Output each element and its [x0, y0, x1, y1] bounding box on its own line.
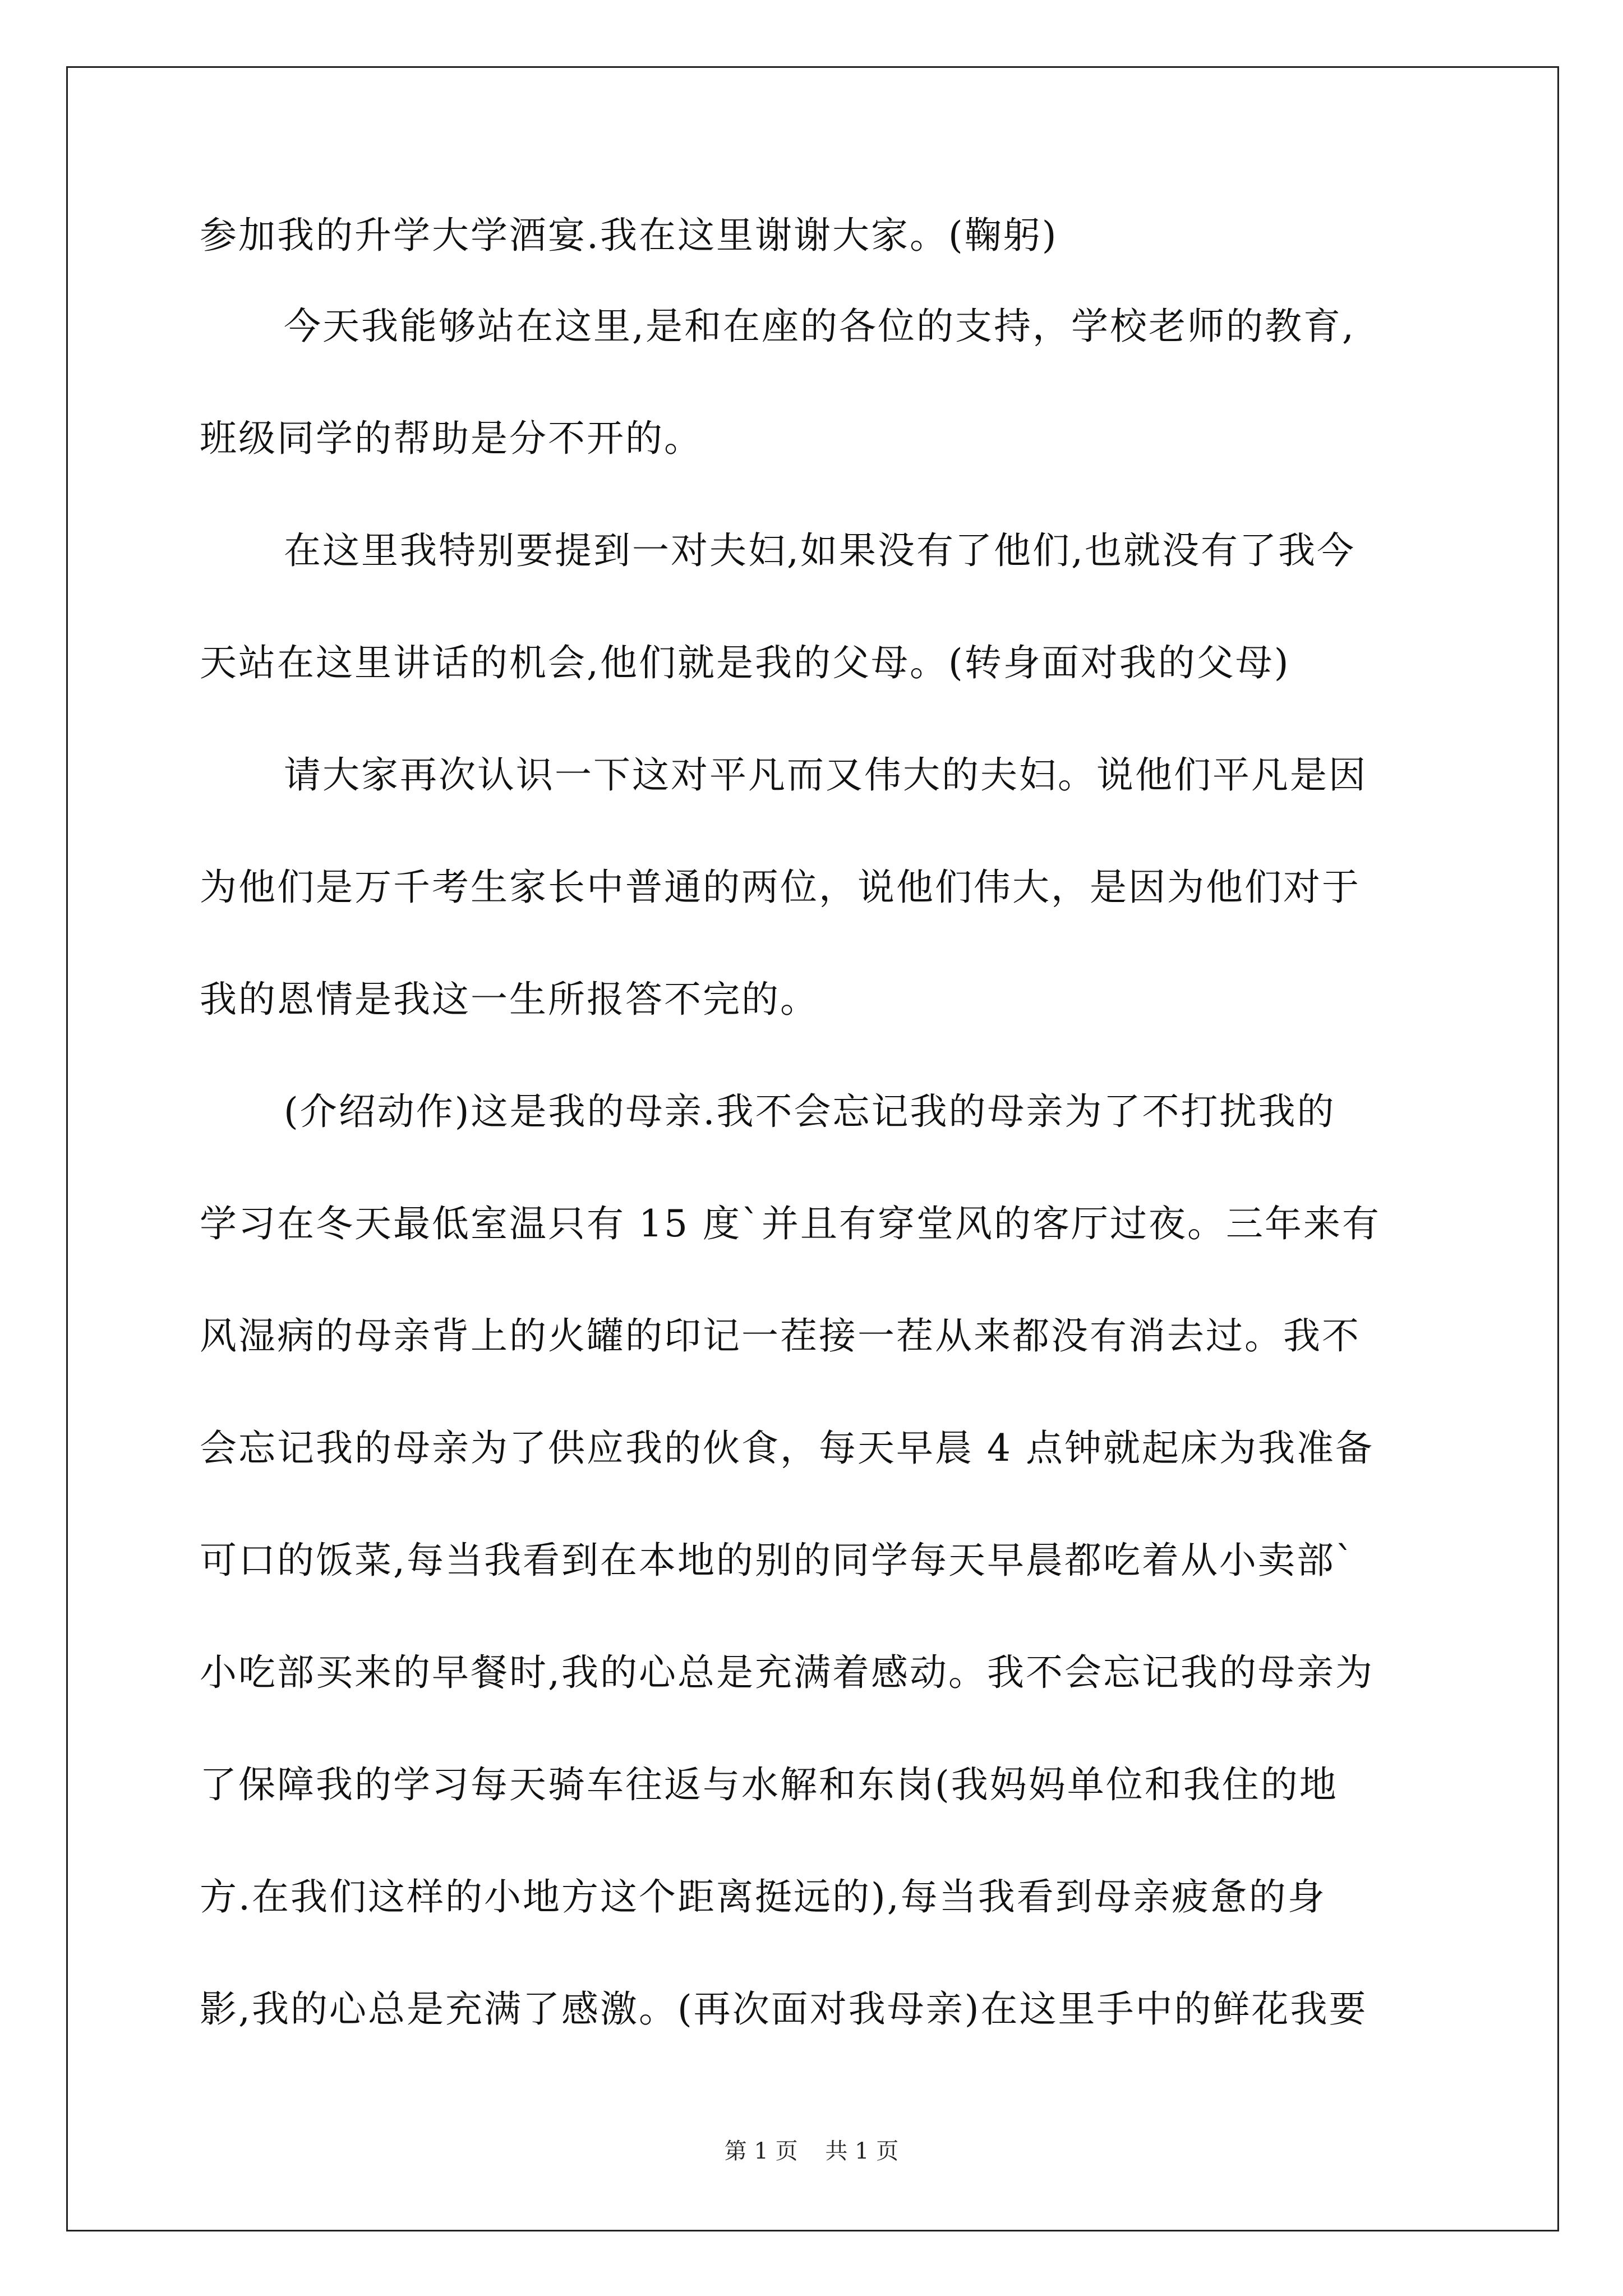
text-line: 会忘记我的母亲为了供应我的伙食，每天早晨 4 点钟就起床为我准备 [200, 1427, 1374, 1470]
text-line: 风湿病的母亲背上的火罐的印记一茬接一茬从来都没有消去过。我不 [200, 1314, 1361, 1358]
page-number: 第 1 页 [724, 2138, 798, 2164]
text-line: 请大家再次认识一下这对平凡而又伟大的夫妇。说他们平凡是因 [284, 753, 1367, 797]
text-line: 班级同学的帮助是分不开的。 [200, 417, 703, 460]
text-line: 可口的饭菜,每当我看到在本地的别的同学每天早晨都吃着从小卖部` [200, 1539, 1355, 1582]
text-line: 参加我的升学大学酒宴.我在这里谢谢大家。(鞠躬) [200, 214, 1058, 257]
text-line: 在这里我特别要提到一对夫妇,如果没有了他们,也就没有了我今 [284, 529, 1355, 572]
text-line: 方.在我们这样的小地方这个距离挺远的),每当我看到母亲疲惫的身 [200, 1875, 1326, 1918]
text-line: 我的恩情是我这一生所报答不完的。 [200, 978, 819, 1021]
text-line: (介绍动作)这是我的母亲.我不会忘记我的母亲为了不打扰我的 [284, 1090, 1336, 1133]
page-footer [0, 2134, 1623, 2168]
text-line: 小吃部买来的早餐时,我的心总是充满着感动。我不会忘记我的母亲为 [200, 1651, 1374, 1694]
text-line: 为他们是万千考生家长中普通的两位，说他们伟大，是因为他们对于 [200, 866, 1361, 909]
page-total: 共 1 页 [825, 2138, 899, 2164]
text-line: 了保障我的学习每天骑车往返与水解和东岗(我妈妈单位和我住的地 [200, 1763, 1338, 1806]
text-line: 学习在冬天最低室温只有 15 度`并且有穿堂风的客厅过夜。三年来有 [200, 1202, 1381, 1245]
text-line: 今天我能够站在这里,是和在座的各位的支持，学校老师的教育, [284, 305, 1355, 348]
text-line: 天站在这里讲话的机会,他们就是我的父母。(转身面对我的父母) [200, 641, 1290, 684]
text-line: 影,我的心总是充满了感激。(再次面对我母亲)在这里手中的鲜花我要 [200, 1987, 1368, 2031]
